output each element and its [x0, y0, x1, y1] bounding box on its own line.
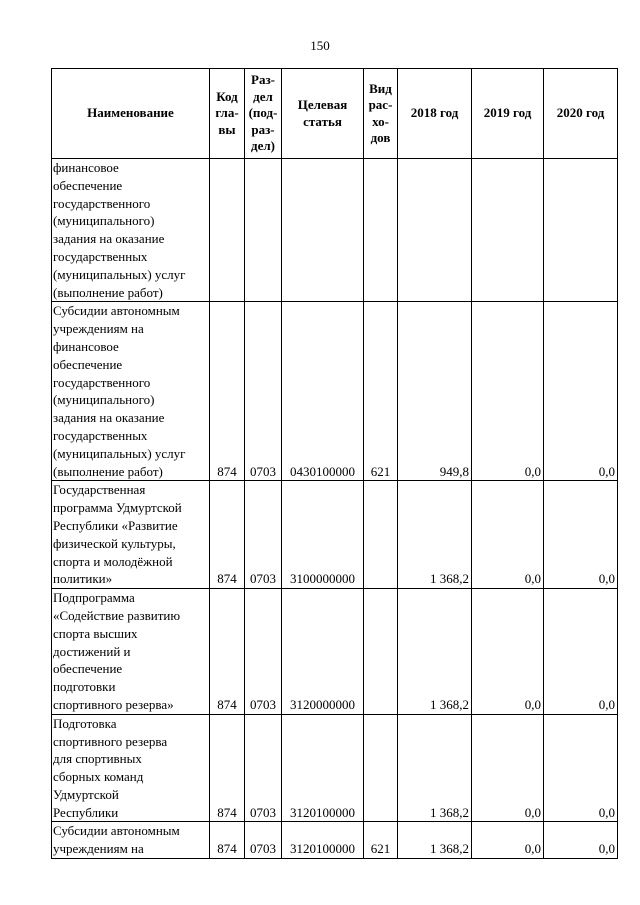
- name-line: спортивного резерва: [53, 733, 168, 749]
- name-line: спорта и молодёжной: [53, 553, 173, 569]
- cell-2018: 1 368,2: [398, 822, 472, 859]
- name-line: (выполнение работ): [53, 463, 163, 479]
- cell-name: [52, 714, 210, 822]
- header-2019: 2019 год: [472, 69, 544, 159]
- cell-2020: 0,0: [544, 302, 618, 481]
- name-line: Государственная: [53, 482, 146, 498]
- cell-name: [52, 589, 210, 715]
- table-row: [52, 714, 618, 822]
- cell-target: 3120000000: [282, 589, 364, 715]
- name-line: спорта высших: [53, 625, 138, 641]
- name-line: финансовое: [53, 160, 119, 175]
- table-row: [52, 822, 618, 859]
- name-line: государственного: [53, 195, 151, 211]
- cell-name: [52, 302, 210, 481]
- name-line: государственных: [53, 427, 148, 443]
- name-line: Подготовка: [53, 715, 117, 731]
- cell-name: [52, 481, 210, 589]
- cell-section: 0703: [245, 302, 282, 481]
- cell-2019: 0,0: [472, 822, 544, 859]
- table-row: [52, 481, 618, 589]
- cell-target: 3100000000: [282, 481, 364, 589]
- cell-2019: 0,0: [472, 589, 544, 715]
- cell-2019: 0,0: [472, 714, 544, 822]
- cell-expense-type: [364, 714, 398, 822]
- cell-2020: 0,0: [544, 481, 618, 589]
- table-row: [52, 589, 618, 715]
- name-line: подготовки: [53, 679, 116, 695]
- cell-target: 3120100000: [282, 714, 364, 822]
- cell-2018: 1 368,2: [398, 481, 472, 589]
- cell-section: 0703: [245, 589, 282, 715]
- cell-code: 874: [210, 822, 245, 859]
- header-name: Наименование: [52, 69, 210, 159]
- cell-2018: 1 368,2: [398, 589, 472, 715]
- cell-code: 874: [210, 302, 245, 481]
- table-row: [52, 302, 618, 481]
- page-number: 150: [310, 38, 330, 53]
- cell-target: 0430100000: [282, 302, 364, 481]
- name-line: (выполнение работ): [53, 284, 163, 300]
- cell-2020: [544, 159, 618, 302]
- name-line: Субсидии автономным: [53, 823, 180, 839]
- budget-table: [51, 68, 618, 859]
- cell-section: [245, 159, 282, 302]
- name-line: задания на оказание: [53, 410, 165, 426]
- cell-code: 874: [210, 714, 245, 822]
- name-line: «Содействие развитию: [53, 607, 181, 623]
- header-code: Код гла- вы: [210, 69, 245, 159]
- name-line: обеспечение: [53, 177, 123, 193]
- cell-target: 3120100000: [282, 822, 364, 859]
- name-line: Удмуртской: [53, 786, 119, 802]
- cell-2018: 1 368,2: [398, 714, 472, 822]
- cell-2020: 0,0: [544, 714, 618, 822]
- cell-2018: [398, 159, 472, 302]
- cell-2020: 0,0: [544, 589, 618, 715]
- name-line: учреждениям на: [53, 841, 144, 857]
- name-line: физической культуры,: [53, 535, 176, 551]
- cell-2018: 949,8: [398, 302, 472, 481]
- name-line: (муниципальных) услуг: [53, 266, 186, 282]
- name-line: государственного: [53, 374, 151, 390]
- table-body: [52, 159, 618, 859]
- name-line: (муниципального): [53, 392, 155, 408]
- header-target: Целевая статья: [282, 69, 364, 159]
- cell-section: 0703: [245, 481, 282, 589]
- name-line: государственных: [53, 248, 148, 264]
- name-line: Подпрограмма: [53, 590, 135, 606]
- name-line: сборных команд: [53, 769, 144, 785]
- name-line: спортивного резерва»: [53, 696, 174, 712]
- name-line: обеспечение: [53, 356, 123, 372]
- cell-target: [282, 159, 364, 302]
- name-line: (муниципального): [53, 213, 155, 229]
- name-line: Республики: [53, 804, 119, 820]
- name-line: финансовое: [53, 338, 119, 354]
- cell-2019: [472, 159, 544, 302]
- name-line: Субсидии автономным: [53, 303, 180, 319]
- name-line: политики»: [53, 571, 113, 587]
- cell-name: [52, 822, 210, 859]
- cell-code: [210, 159, 245, 302]
- cell-code: 874: [210, 589, 245, 715]
- cell-2019: 0,0: [472, 481, 544, 589]
- cell-section: 0703: [245, 822, 282, 859]
- cell-code: 874: [210, 481, 245, 589]
- name-line: Республики «Развитие: [53, 517, 178, 533]
- header-2020: 2020 год: [544, 69, 618, 159]
- header-2018: 2018 год: [398, 69, 472, 159]
- cell-expense-type: [364, 589, 398, 715]
- header-section: Раз- дел (под- раз- дел): [245, 69, 282, 159]
- name-line: (муниципальных) услуг: [53, 445, 186, 461]
- cell-2020: 0,0: [544, 822, 618, 859]
- name-line: обеспечение: [53, 661, 123, 677]
- cell-expense-type: [364, 481, 398, 589]
- name-line: для спортивных: [53, 751, 142, 767]
- cell-2019: 0,0: [472, 302, 544, 481]
- cell-section: 0703: [245, 714, 282, 822]
- name-line: программа Удмуртской: [53, 500, 182, 516]
- cell-expense-type: 621: [364, 302, 398, 481]
- name-line: учреждениям на: [53, 321, 144, 337]
- cell-name: [52, 159, 210, 302]
- name-line: достижений и: [53, 643, 131, 659]
- name-line: задания на оказание: [53, 231, 165, 247]
- header-expense-type: Вид рас- хо- дов: [364, 69, 398, 159]
- header-row: [52, 69, 618, 159]
- table-row: [52, 159, 618, 302]
- cell-expense-type: [364, 159, 398, 302]
- cell-expense-type: 621: [364, 822, 398, 859]
